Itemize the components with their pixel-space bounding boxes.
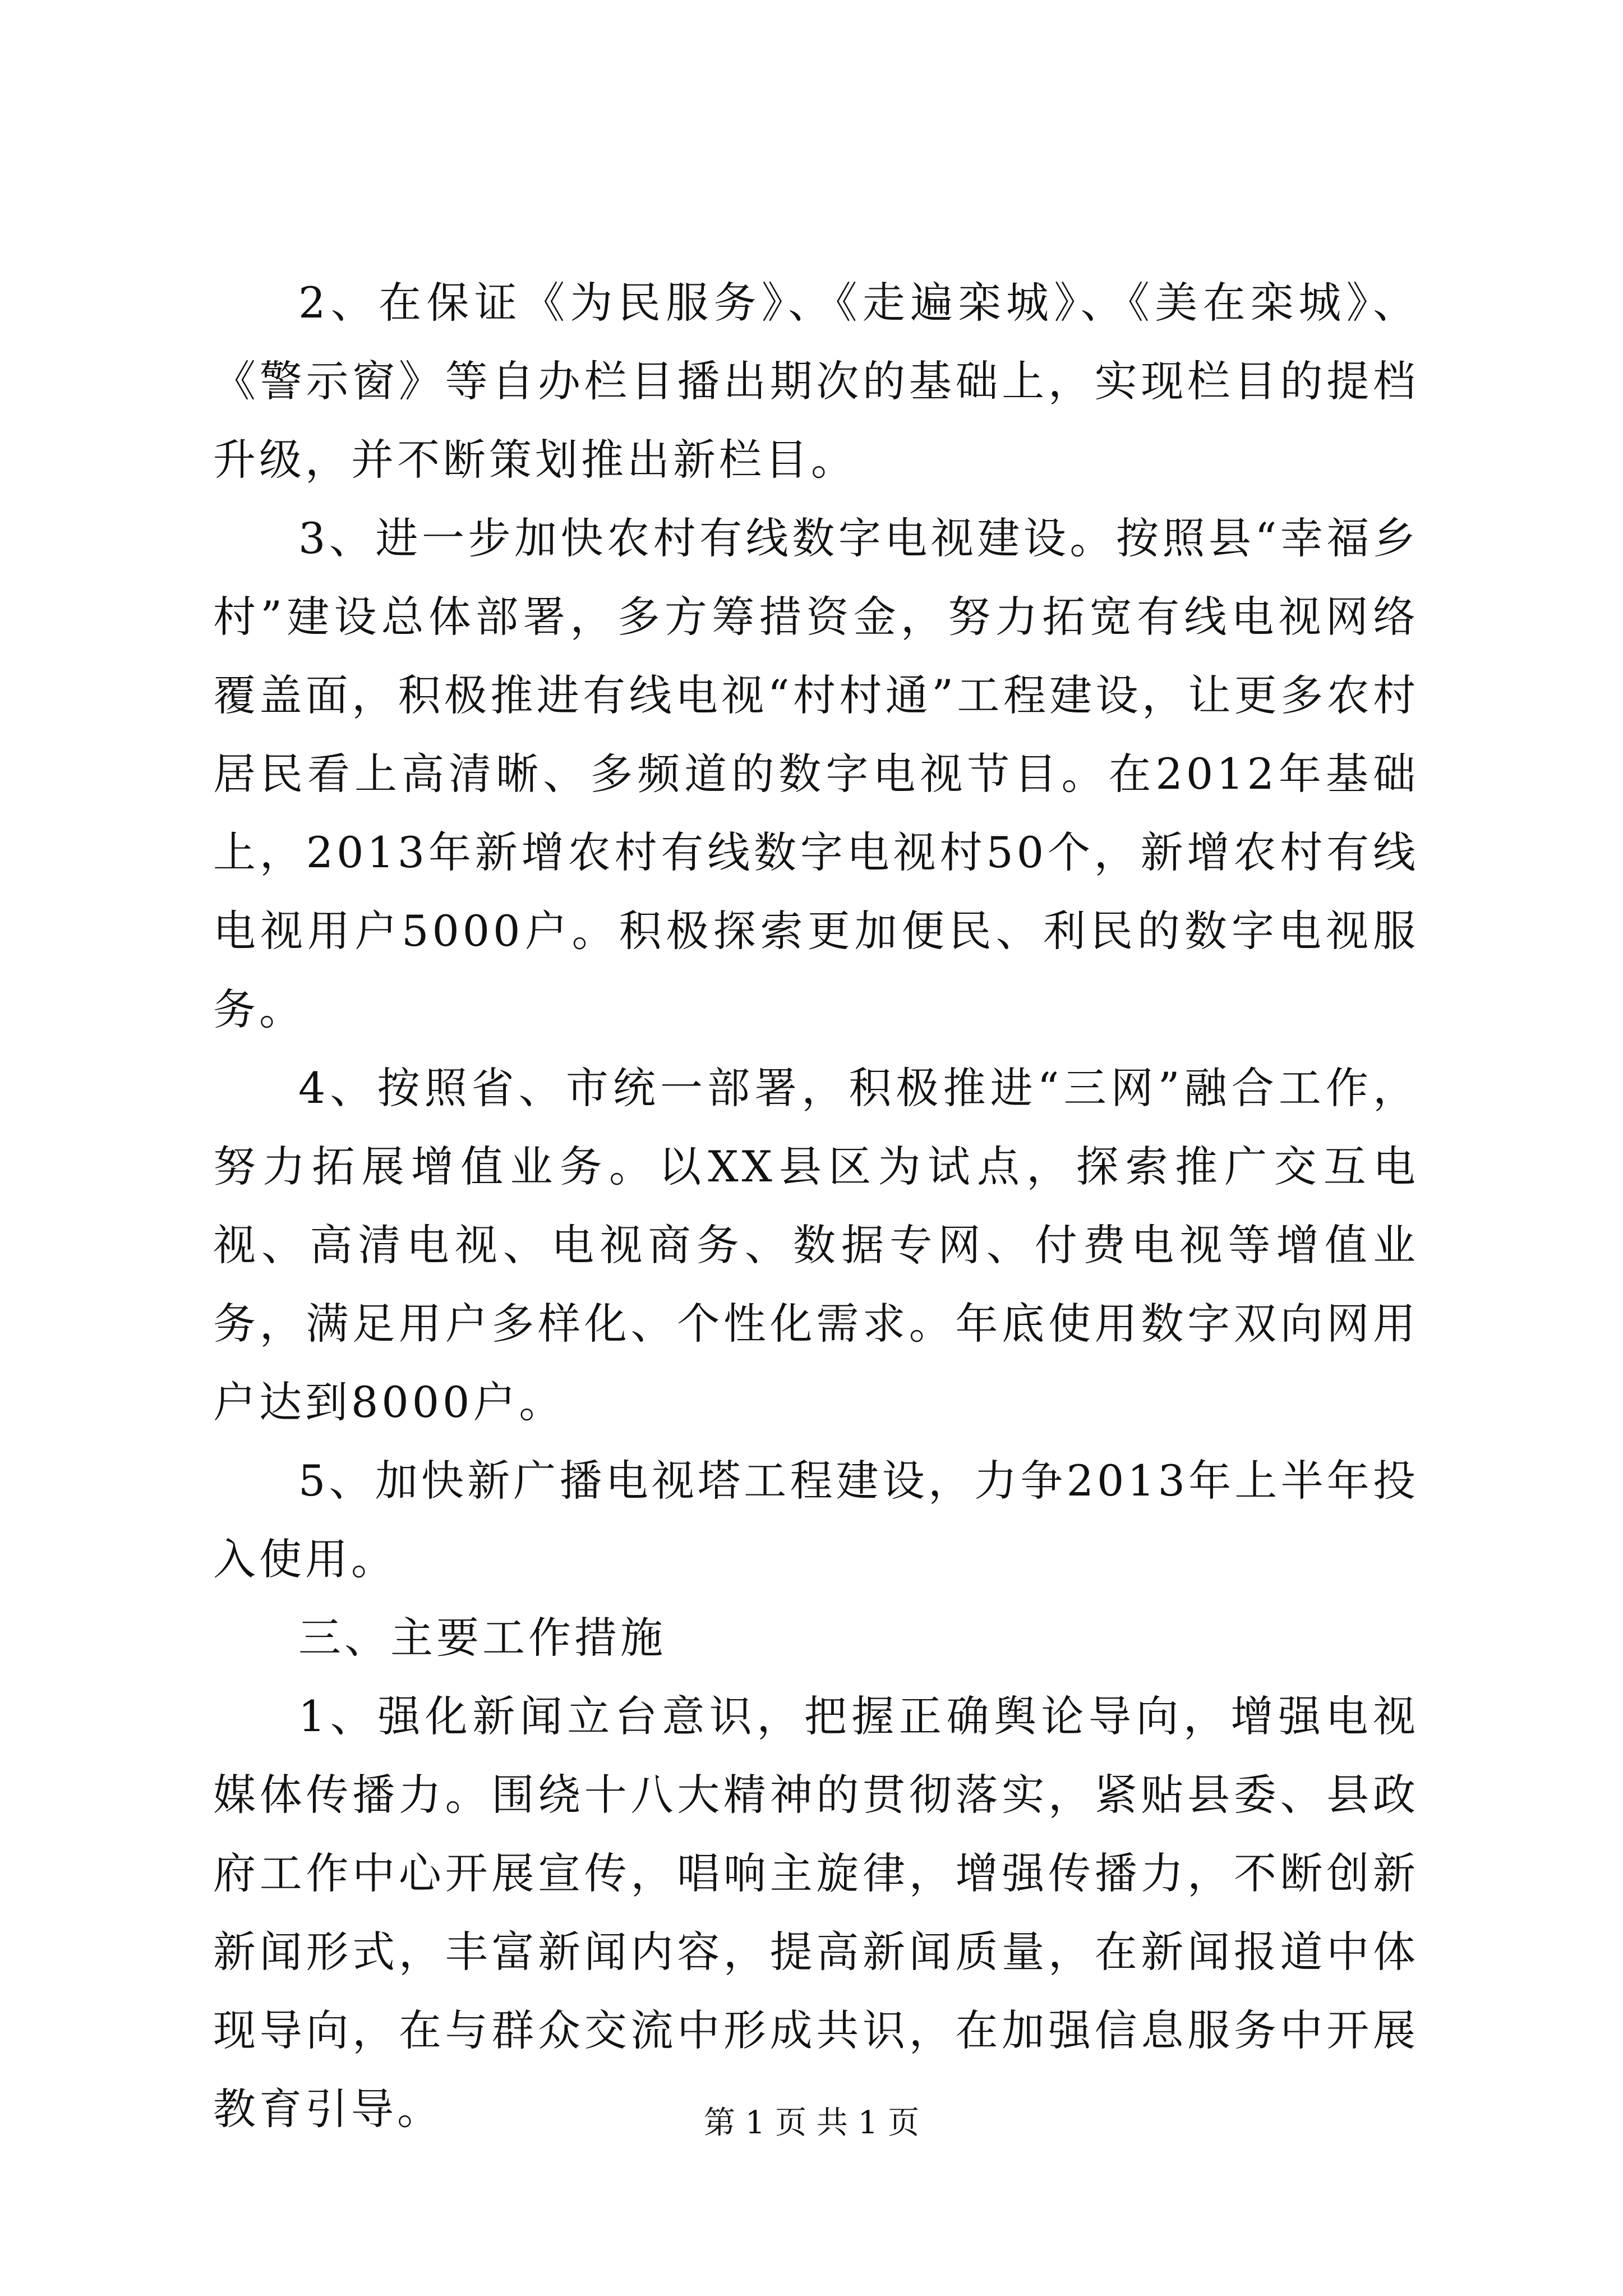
- paragraph-item-4: 4、按照省、市统一部署，积极推进“三网”融合工作，努力拓展增值业务。以XX县区为试点，探索推广交互电视、高清电视、电视商务、数据专网、付费电视等增值业务，满足用户多样化、个性化需求。年底使用数字双向网用户达到8000户。: [213, 1063, 1419, 1427]
- document-body: [213, 264, 1419, 2148]
- section-heading: 三、主要工作措施: [298, 1613, 666, 1663]
- paragraph-measure-1: 1、强化新闻立台意识，把握正确舆论导向，增强电视媒体传播力。围绕十八大精神的贯彻落实，紧贴县委、县政府工作中心开展宣传，唱响主旋律，增强传播力，不断创新新闻形式，丰富新闻内容，提高新闻质量，在新闻报道中体现导向，在与群众交流中形成共识，在加强信息服务中开展教育引导。: [213, 1691, 1419, 2134]
- paragraph-item-3: 3、进一步加快农村有线数字电视建设。按照县“幸福乡村”建设总体部署，多方筹措资金，努力拓宽有线电视网络覆盖面，积极推进有线电视“村村通”工程建设，让更多农村居民看上高清晰、多频道的数字电视节目。在2012年基础上，2013年新增农村有线数字电视村50个，新增农村有线电视用户5000户。积极探索更加便民、利民的数字电视服务。: [213, 513, 1419, 1034]
- paragraph-item-2: 2、在保证《为民服务》、《走遍栾城》、《美在栾城》、《警示窗》等自办栏目播出期次的基础上，实现栏目的提档升级，并不断策划推出新栏目。: [213, 278, 1419, 485]
- page-footer: 第 1 页 共 1 页: [703, 2105, 920, 2141]
- paragraph-item-5: 5、加快新广播电视塔工程建设，力争2013年上半年投入使用。: [213, 1456, 1419, 1584]
